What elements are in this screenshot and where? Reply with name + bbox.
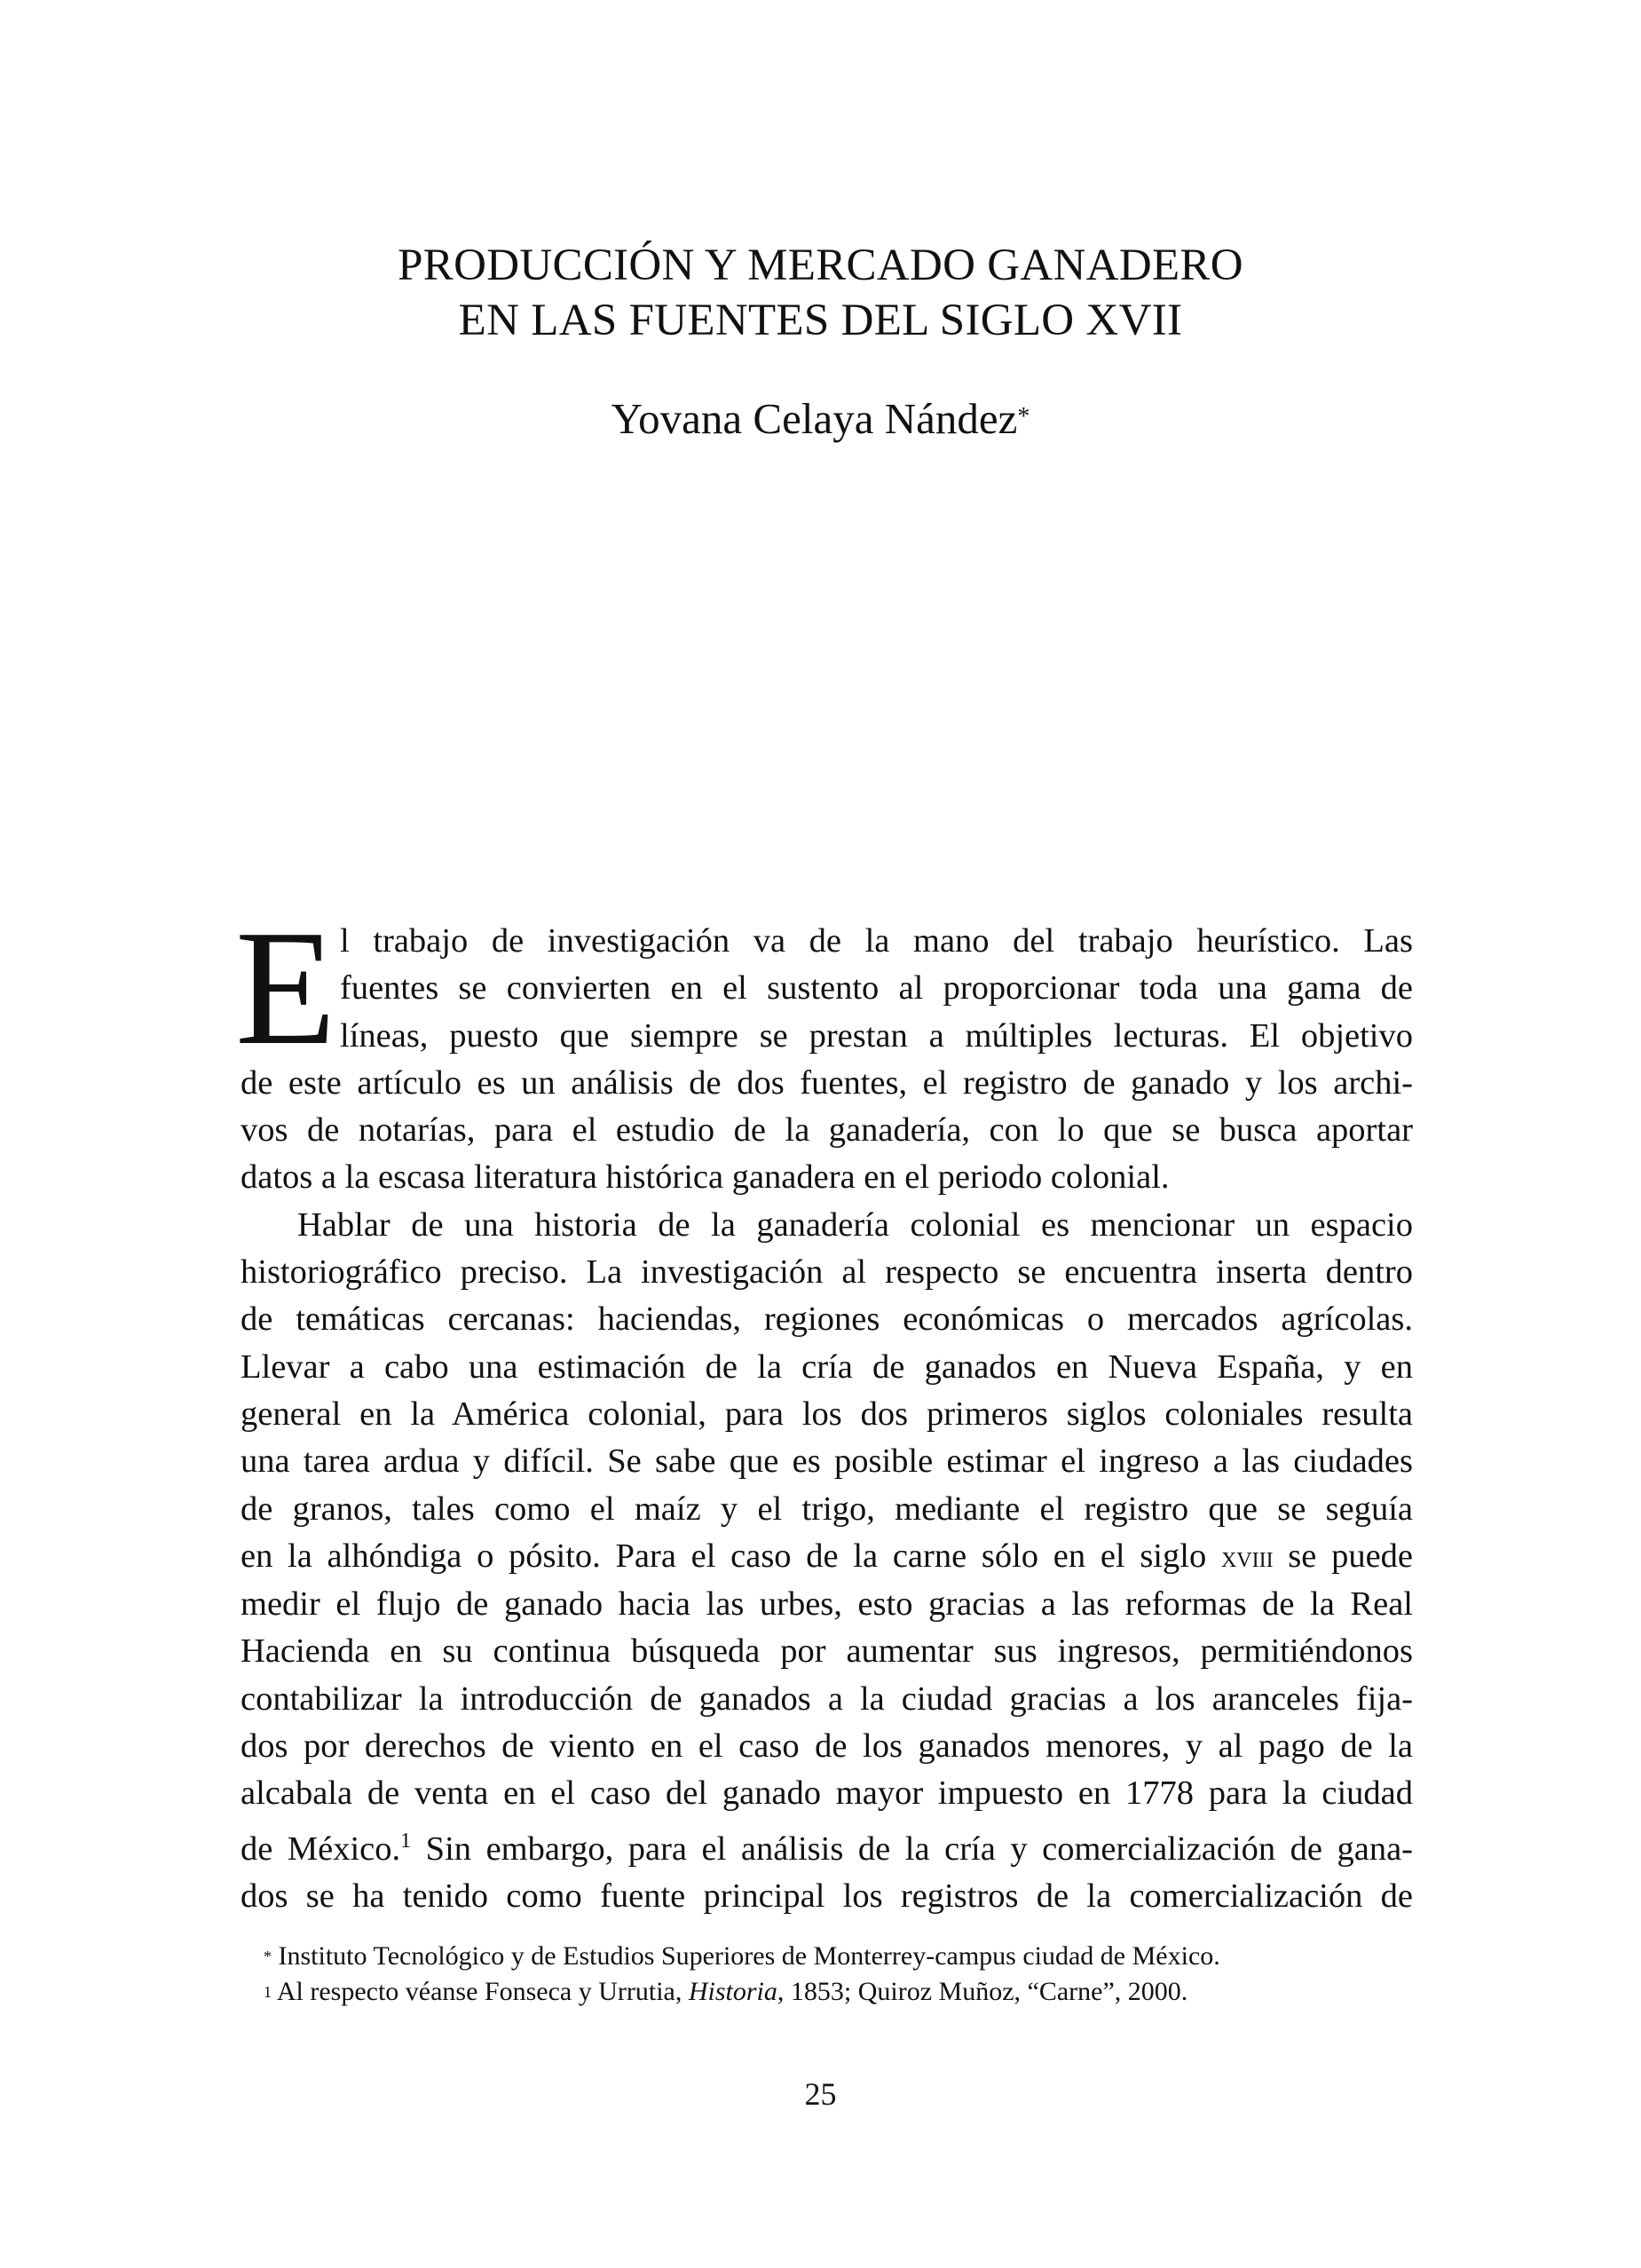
- text-line: Llevar a cabo una estimación de la cría de ganados en Nueva España, y en: [241, 1347, 1413, 1386]
- text-line: dos por derechos de viento en el caso de los ganados menores, y al pago de la: [241, 1727, 1413, 1766]
- footnotes: [264, 1939, 1413, 2010]
- footnote-1: [264, 1974, 1413, 2010]
- text-line: fuentes se convierten en el sustento al proporcionar toda una gama de: [340, 969, 1413, 1008]
- footnote-marker: 1: [264, 1983, 272, 2001]
- text-line: alcabala de venta en el caso del ganado mayor impuesto en 1778 para la ciudad: [241, 1774, 1413, 1813]
- title-line-1: PRODUCCIÓN Y MERCADO GANADERO: [398, 241, 1243, 290]
- text-line: [241, 1533, 1413, 1581]
- text-segment: Sin embargo, para el análisis de la cría y comercialización de gana-: [425, 1829, 1413, 1868]
- text-line: dos se ha tenido como fuente principal los registros de la comercialización de: [241, 1877, 1413, 1915]
- footnote-ref-1[interactable]: 1: [400, 1829, 412, 1853]
- text-line: de granos, tales como el maíz y el trigo, mediante el registro que se seguía: [241, 1490, 1413, 1528]
- text-line: de este artículo es un análisis de dos fuentes, el registro de ganado y los archi-: [241, 1063, 1413, 1102]
- text-segment: de México.: [241, 1829, 401, 1868]
- author-name: Yovana Celaya Nández: [611, 394, 1018, 443]
- paragraph-2: [241, 1202, 1413, 1920]
- text-line: Hablar de una historia de la ganadería colonial es mencionar un espacio: [297, 1205, 1413, 1244]
- text-line: de temáticas cercanas: haciendas, regiones económicas o mercados agrícolas.: [241, 1300, 1413, 1339]
- text-line: l trabajo de investigación va de la mano del trabajo heurístico. Las: [340, 922, 1413, 960]
- paragraph-1: [235, 897, 1413, 1202]
- text-line: datos a la escasa literatura histórica ganadera en el periodo colonial.: [241, 1158, 1170, 1197]
- text-line: historiográfico preciso. La investigación al respecto se encuentra inserta dentro: [241, 1253, 1413, 1292]
- title-line-2: EN LAS FUENTES DEL SIGLO XVII: [458, 296, 1183, 345]
- text-line: medir el flujo de ganado hacia las urbes, esto gracias a las reformas de la Real: [241, 1585, 1413, 1624]
- footnote-text: Instituto Tecnológico y de Estudios Superiores de Monterrey-campus ciudad de México.: [278, 1941, 1220, 1971]
- text-line: líneas, puesto que siempre se prestan a múltiples lecturas. El objetivo: [340, 1016, 1413, 1055]
- page-number: 25: [804, 2076, 837, 2112]
- author-footnote-marker[interactable]: *: [1017, 403, 1030, 431]
- text-line: contabilizar la introducción de ganados a la ciudad gracias a los aranceles fija-: [241, 1679, 1413, 1718]
- text-segment: en la alhóndiga o pósito. Para el caso de la carne sólo en el siglo: [241, 1537, 1207, 1575]
- footnote-text: Al respecto véanse Fonseca y Urrutia,: [276, 1977, 682, 2006]
- text-segment: se puede: [1288, 1537, 1414, 1575]
- footnote-affiliation: [264, 1939, 1413, 1974]
- article-body: [235, 897, 1414, 1920]
- footnote-marker: *: [264, 1948, 272, 1965]
- drop-cap: E: [235, 897, 336, 1079]
- text-line: [241, 1818, 1413, 1873]
- footnote-text: , 1853; Quiroz Muñoz, “Carne”, 2000.: [777, 1977, 1188, 2006]
- footnote-italic-title: Historia: [688, 1977, 777, 2006]
- text-line: general en la América colonial, para los dos primeros siglos coloniales resulta: [241, 1395, 1413, 1433]
- century-numeral: xviii: [1220, 1540, 1274, 1574]
- author-byline: [0, 392, 1641, 446]
- text-line: una tarea ardua y difícil. Se sabe que es posible estimar el ingreso a las ciudades: [241, 1442, 1413, 1481]
- text-line: Hacienda en su continua búsqueda por aumentar sus ingresos, permitiéndonos: [241, 1632, 1413, 1671]
- text-line: vos de notarías, para el estudio de la ganadería, con lo que se busca aportar: [241, 1111, 1413, 1150]
- article-title: [0, 238, 1641, 348]
